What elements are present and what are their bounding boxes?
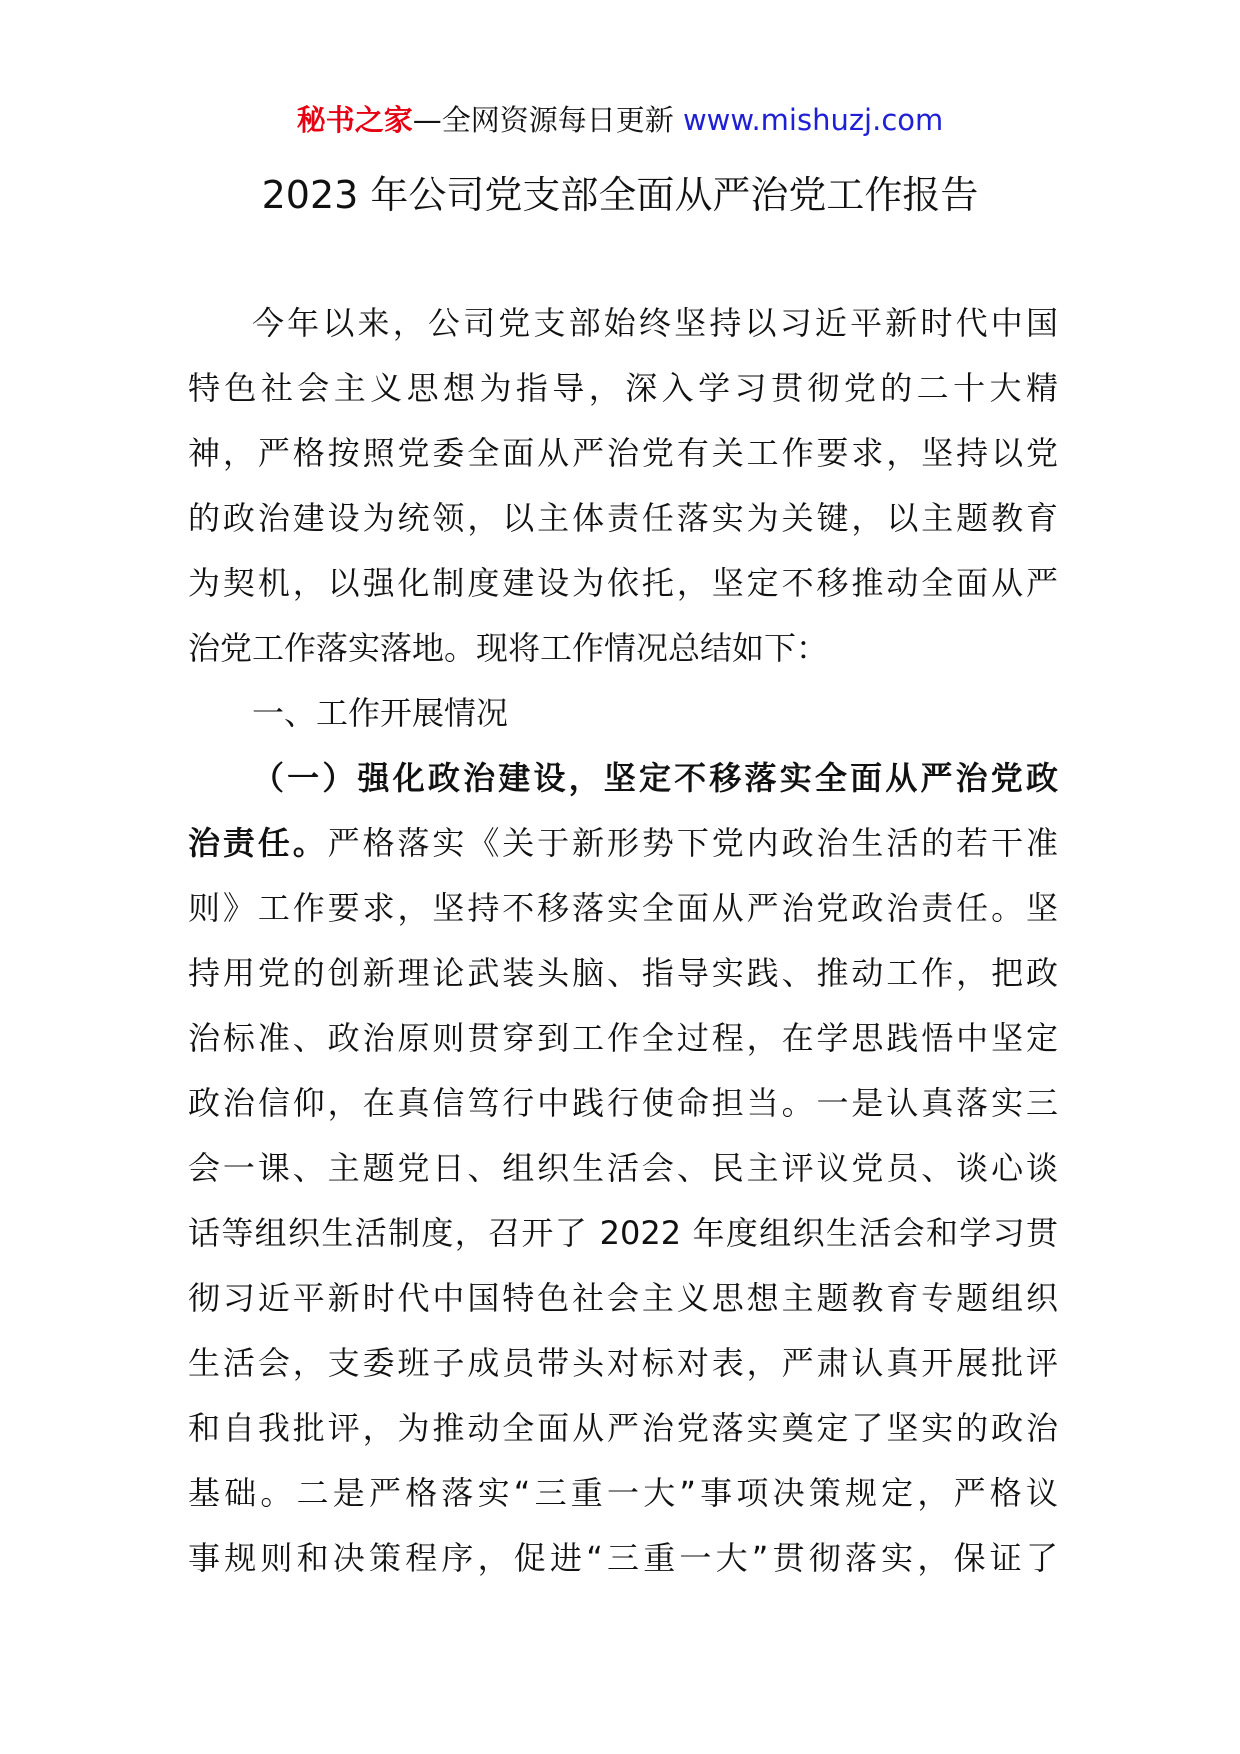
document-body: [188, 291, 1058, 1591]
paragraph-line: 彻习近平新时代中国特色社会主义思想主题教育专题组织: [188, 1279, 1058, 1317]
paragraph-line: 话等组织生活制度，召开了 2022 年度组织生活会和学习贯: [188, 1214, 1058, 1252]
site-banner: [0, 100, 1240, 140]
paragraph-line: 会一课、主题党日、组织生活会、民主评议党员、谈心谈: [188, 1149, 1058, 1187]
paragraph-line: 治标准、政治原则贯穿到工作全过程，在学思践悟中坚定: [188, 1019, 1058, 1057]
paragraph-line: 持用党的创新理论武装头脑、指导实践、推动工作，把政: [188, 954, 1058, 992]
subsection-heading: （一）强化政治建设，坚定不移落实全面从严治党政: [252, 759, 1058, 797]
paragraph-line: 则》工作要求，坚持不移落实全面从严治党政治责任。坚: [188, 889, 1058, 927]
paragraph-text: 严格落实《关于新形势下党内政治生活的若干准: [327, 824, 1058, 862]
paragraph-line: 神，严格按照党委全面从严治党有关工作要求，坚持以党: [188, 434, 1058, 472]
paragraph-line: 治党工作落实落地。现将工作情况总结如下：: [188, 629, 829, 667]
paragraph-line: 今年以来，公司党支部始终坚持以习近平新时代中国: [252, 304, 1058, 342]
paragraph-line: 特色社会主义思想为指导，深入学习贯彻党的二十大精: [188, 369, 1058, 407]
paragraph-line: 的政治建设为统领，以主体责任落实为关键，以主题教育: [188, 499, 1058, 537]
paragraph-line: 生活会，支委班子成员带头对标对表，严肃认真开展批评: [188, 1344, 1058, 1382]
paragraph-line: 政治信仰，在真信笃行中践行使命担当。一是认真落实三: [188, 1084, 1058, 1122]
paragraph-line: 基础。二是严格落实“三重一大”事项决策规定，严格议: [188, 1474, 1058, 1512]
banner-slogan: —全网资源每日更新: [412, 103, 674, 137]
paragraph-line: 和自我批评，为推动全面从严治党落实奠定了坚实的政治: [188, 1409, 1058, 1447]
subsection-heading-end: 治责任。: [188, 824, 328, 862]
paragraph-line: 事规则和决策程序，促进“三重一大”贯彻落实，保证了: [188, 1539, 1058, 1577]
paragraph-line: [188, 811, 1058, 876]
brand-name: 秘书之家: [296, 103, 413, 137]
paragraph-line: 为契机，以强化制度建设为依托，坚定不移推动全面从严: [188, 564, 1058, 602]
section-heading: 一、工作开展情况: [252, 694, 509, 732]
document-title: 2023 年公司党支部全面从严治党工作报告: [261, 173, 979, 217]
site-url-link[interactable]: www.mishuzj.com: [682, 103, 944, 137]
